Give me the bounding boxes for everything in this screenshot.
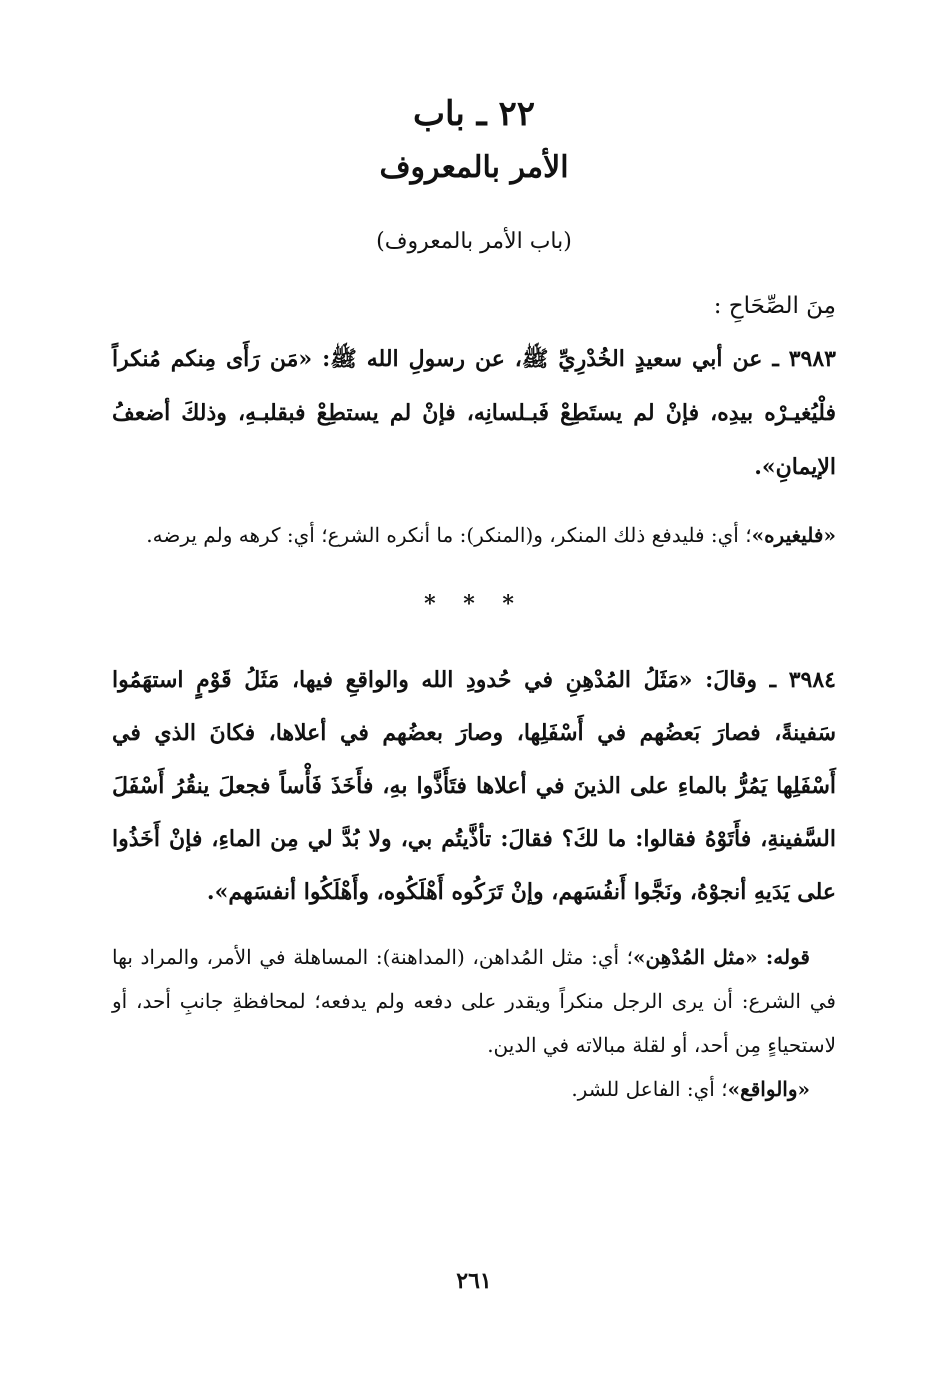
chapter-number: ٢٢ ـ باب: [413, 94, 535, 134]
commentary-3984-term-2: «والواقع»: [727, 1077, 810, 1101]
commentary-3984: [112, 935, 836, 1111]
hadith-3984: ٣٩٨٤ ـ وقالَ: «مَثَلُ المُدْهِنِ في حُدودِ الله والواقعِ فيها، مَثَلُ قَوْمٍ استهَمُوا سَفينةً، فصارَ بَعضُهم في أَسْفَلِها، وصارَ بعضُهم في أعلاها، فكانَ الذي في أَسْفَلِها يَمُرُّ بالماءِ على الذينَ في أعلاها فتَأَذَّوا بهِ، فأَخَذَ فَأْساً فجعلَ ينقُرُ أَسْفَلَ السَّفينةِ، فأَتَوْهُ فقالوا: ما لكَ؟ فقالَ: تأذَّيتُم بي، ولا بُدَّ لي مِن الماءِ، فإنْ أَخَذُوا على يَدَيهِ أنجوْهُ، ونَجَّوا أَنفُسَهم، وإنْ تَرَكُوه أَهْلَكُوه، وأَهْلَكُوا أنفسَهم».: [112, 667, 836, 905]
hadith-3983: ٣٩٨٣ ـ عن أبي سعيدٍ الخُدْرِيِّ ﷺ، عن رسولِ الله ﷺ: «مَن رَأَى مِنكم مُنكراً فلْيُغيـرْه بيدِه، فإنْ لم يستَطِعْ فَبـلسانِه، فإنْ لم يستطِعْ فبقلبـهِ، وذلكَ أضعفُ الإيمانِ».: [112, 346, 836, 480]
commentary-3984-term-1: قوله: «مثل المُدْهِن»: [633, 945, 810, 969]
commentary-3984-text-2: ؛ أي: الفاعل للشر.: [571, 1077, 728, 1101]
commentary-3984-text-1: ؛ أي: مثل المُداهن، (المداهنة): المساهلة في الأمر، والمراد بها في الشرع: أن يرى الرجل منكراً ويقدر على دفعه ولم يدفعه؛ لمحافظةِ جانبِ أحد، أو لاستحياءٍ مِن أحد، أو لقلة مبالاته في الدين.: [112, 945, 836, 1057]
chapter-title: الأمر بالمعروف: [379, 150, 569, 185]
commentary-3984-paragraph-2: [112, 1067, 836, 1111]
page-number: ٢٦١: [456, 1268, 492, 1294]
commentary-3983-text: ؛ أي: فليدفع ذلك المنكر، و(المنكر): ما أنكره الشرع؛ أي: كرهه ولم يرضه.: [146, 523, 752, 547]
source-label: مِنَ الصِّحَاحِ :: [713, 293, 836, 319]
commentary-3983: [112, 512, 836, 558]
commentary-3984-paragraph-1: [112, 935, 836, 1067]
commentary-3983-term: «فليغيره»: [751, 523, 836, 547]
chapter-subtitle: (باب الأمر بالمعروف): [376, 229, 572, 254]
section-separator: * * *: [424, 591, 524, 617]
page: [112, 70, 836, 1350]
